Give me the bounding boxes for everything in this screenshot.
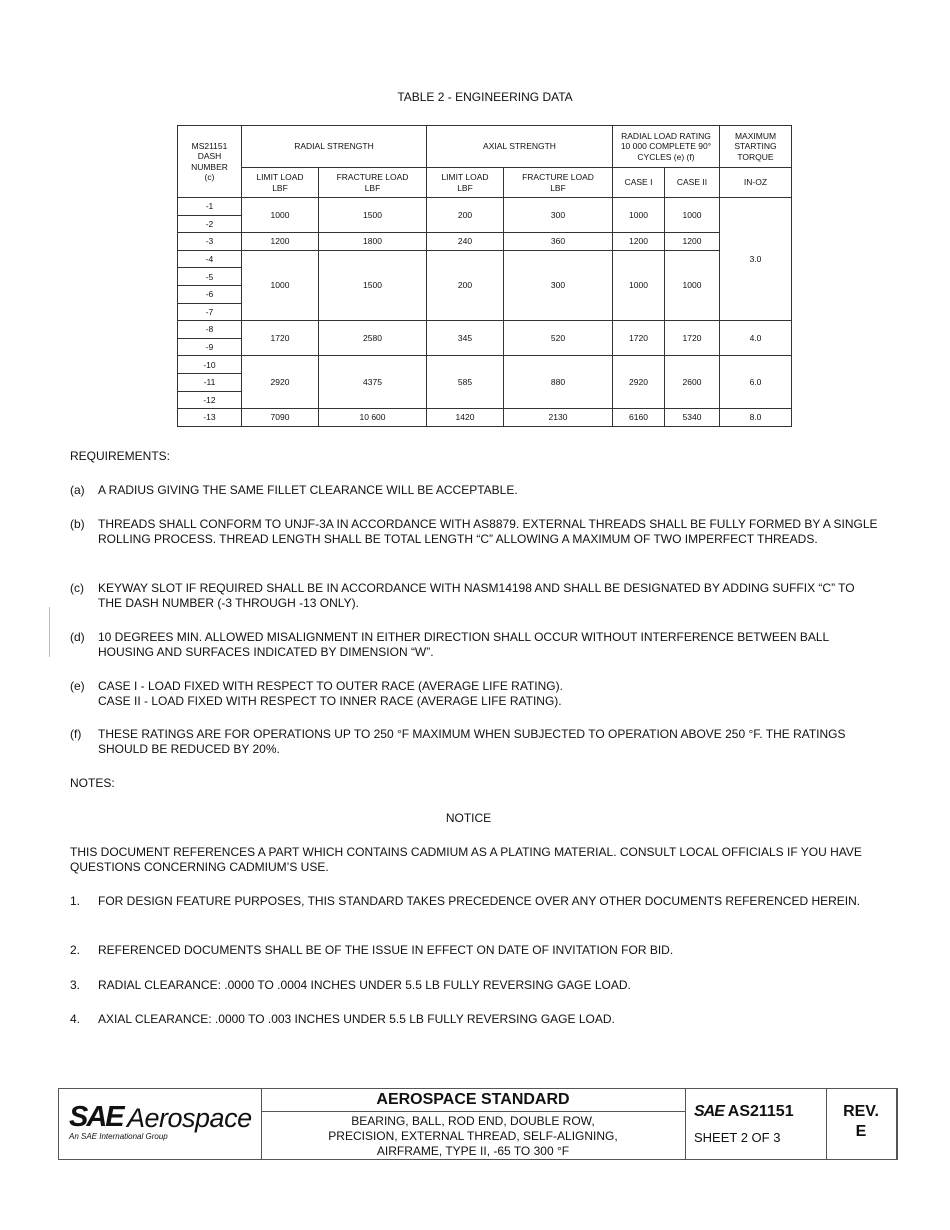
radial-fracture-load: 4375 bbox=[319, 356, 427, 409]
notice-text: THIS DOCUMENT REFERENCES A PART WHICH CONTAINS CADMIUM AS A PLATING MATERIAL. CONSULT LOCAL OFFICIALS IF YOU HAVE QUESTIONS CONCERNING CADMIUM’S USE. bbox=[70, 845, 862, 874]
header-radial-fracture-load: FRACTURE LOAD LBF bbox=[319, 168, 427, 198]
sheet-number: SHEET 2 OF 3 bbox=[694, 1130, 781, 1145]
header-axial-strength: AXIAL STRENGTH bbox=[427, 126, 613, 168]
case-1-rating: 2920 bbox=[613, 356, 665, 409]
revision-cell bbox=[826, 1089, 897, 1159]
dash-number: -2 bbox=[178, 215, 242, 233]
case-1-rating: 1720 bbox=[613, 321, 665, 356]
dash-number: -3 bbox=[178, 233, 242, 251]
radial-limit-load: 2920 bbox=[242, 356, 319, 409]
logo-subtitle: An SAE International Group bbox=[69, 1132, 168, 1141]
requirements-heading: REQUIREMENTS: bbox=[70, 449, 171, 463]
item-label: (e) bbox=[70, 679, 85, 693]
max-starting-torque: 8.0 bbox=[720, 409, 792, 427]
item-text: THESE RATINGS ARE FOR OPERATIONS UP TO 250 °F MAXIMUM WHEN SUBJECTED TO OPERATION ABOVE 250 °F. THE RATINGS SHOULD BE REDUCED BY 20%. bbox=[98, 727, 846, 756]
header-max-starting-torque: MAXIMUM STARTING TORQUE bbox=[720, 126, 792, 168]
dash-number: -1 bbox=[178, 198, 242, 216]
logo-aerospace: Aerospace bbox=[127, 1103, 252, 1133]
axial-limit-load: 200 bbox=[427, 198, 504, 233]
revision-value: E bbox=[855, 1123, 867, 1140]
case-1-rating: 6160 bbox=[613, 409, 665, 427]
case-2-rating: 1000 bbox=[665, 250, 720, 320]
item-text: THREADS SHALL CONFORM TO UNJF-3A IN ACCORDANCE WITH AS8879. EXTERNAL THREADS SHALL BE FULLY FORMED BY A SINGLE ROLLING PROCESS. THREAD LENGTH SHALL BE TOTAL LENGTH “C” ALLOWING A MAXIMUM OF TWO IMPERFECT THREADS. bbox=[98, 517, 878, 546]
radial-limit-load: 1000 bbox=[242, 250, 319, 320]
requirement-a bbox=[70, 483, 880, 498]
note-4 bbox=[70, 1012, 880, 1027]
dash-number: -9 bbox=[178, 338, 242, 356]
item-label: (b) bbox=[70, 517, 85, 531]
axial-limit-load: 1420 bbox=[427, 409, 504, 427]
requirement-e bbox=[70, 679, 880, 709]
axial-limit-load: 200 bbox=[427, 250, 504, 320]
radial-fracture-load: 2580 bbox=[319, 321, 427, 356]
note-1 bbox=[70, 894, 880, 909]
item-text: RADIAL CLEARANCE: .0000 TO .0004 INCHES UNDER 5.5 LB FULLY REVERSING GAGE LOAD. bbox=[98, 978, 631, 992]
requirement-f bbox=[70, 727, 880, 757]
max-starting-torque: 3.0 bbox=[720, 198, 792, 321]
axial-fracture-load: 360 bbox=[504, 233, 613, 251]
engineering-data-table bbox=[177, 125, 792, 427]
title-block bbox=[58, 1088, 898, 1160]
header-case-1: CASE I bbox=[613, 168, 665, 198]
dash-number: -5 bbox=[178, 268, 242, 286]
document-type: AEROSPACE STANDARD bbox=[261, 1089, 685, 1112]
document-title-cell bbox=[261, 1089, 686, 1159]
max-starting-torque: 6.0 bbox=[720, 356, 792, 409]
revision-label: REV. bbox=[843, 1103, 879, 1120]
item-label: 3. bbox=[70, 978, 81, 992]
header-in-oz: IN-OZ bbox=[720, 168, 792, 198]
axial-limit-load: 240 bbox=[427, 233, 504, 251]
requirement-d bbox=[70, 630, 880, 660]
case-2-rating: 5340 bbox=[665, 409, 720, 427]
header-radial-strength: RADIAL STRENGTH bbox=[242, 126, 427, 168]
radial-limit-load: 1720 bbox=[242, 321, 319, 356]
radial-limit-load: 1200 bbox=[242, 233, 319, 251]
radial-fracture-load: 1800 bbox=[319, 233, 427, 251]
change-bar bbox=[49, 607, 50, 657]
max-starting-torque: 4.0 bbox=[720, 321, 792, 356]
item-label: (d) bbox=[70, 630, 85, 644]
axial-fracture-load: 2130 bbox=[504, 409, 613, 427]
case-1-rating: 1000 bbox=[613, 250, 665, 320]
item-label: 4. bbox=[70, 1012, 81, 1026]
header-radial-load-rating: RADIAL LOAD RATING 10 000 COMPLETE 90° CYCLES (e) (f) bbox=[613, 126, 720, 168]
description-line-1: BEARING, BALL, ROD END, DOUBLE ROW, bbox=[351, 1114, 595, 1128]
note-3 bbox=[70, 978, 880, 993]
dash-number: -11 bbox=[178, 373, 242, 391]
case-1-rating: 1200 bbox=[613, 233, 665, 251]
dash-number: -7 bbox=[178, 303, 242, 321]
document-number-cell bbox=[685, 1089, 827, 1159]
item-text: KEYWAY SLOT IF REQUIRED SHALL BE IN ACCORDANCE WITH NASM14198 AND SHALL BE DESIGNATED BY ADDING SUFFIX “C” TO THE DASH NUMBER (-3 THROUGH -13 ONLY). bbox=[98, 581, 855, 610]
document-number: AS21151 bbox=[727, 1103, 794, 1120]
case-1-rating: 1000 bbox=[613, 198, 665, 233]
header-axial-fracture-load: FRACTURE LOAD LBF bbox=[504, 168, 613, 198]
item-label: 2. bbox=[70, 943, 81, 957]
item-text: AXIAL CLEARANCE: .0000 TO .003 INCHES UNDER 5.5 LB FULLY REVERSING GAGE LOAD. bbox=[98, 1012, 615, 1026]
dash-number: -13 bbox=[178, 409, 242, 427]
dash-number: -6 bbox=[178, 285, 242, 303]
header-radial-limit-load: LIMIT LOAD LBF bbox=[242, 168, 319, 198]
item-label: (c) bbox=[70, 581, 84, 595]
dash-number: -12 bbox=[178, 391, 242, 409]
dash-number: -8 bbox=[178, 321, 242, 339]
radial-limit-load: 7090 bbox=[242, 409, 319, 427]
notes-heading: NOTES: bbox=[70, 776, 115, 790]
case-2-rating: 1720 bbox=[665, 321, 720, 356]
description-line-3: AIRFRAME, TYPE II, -65 TO 300 °F bbox=[376, 1144, 570, 1158]
case-2-rating: 1000 bbox=[665, 198, 720, 233]
item-text: FOR DESIGN FEATURE PURPOSES, THIS STANDARD TAKES PRECEDENCE OVER ANY OTHER DOCUMENTS REFERENCED HEREIN. bbox=[98, 894, 861, 908]
item-text: 10 DEGREES MIN. ALLOWED MISALIGNMENT IN EITHER DIRECTION SHALL OCCUR WITHOUT INTERFERENCE BETWEEN BALL HOUSING AND SURFACES INDICATED BY DIMENSION “W”. bbox=[98, 630, 829, 659]
item-label: (f) bbox=[70, 727, 82, 741]
case-2-rating: 1200 bbox=[665, 233, 720, 251]
axial-fracture-load: 520 bbox=[504, 321, 613, 356]
radial-fracture-load: 10 600 bbox=[319, 409, 427, 427]
note-2 bbox=[70, 943, 880, 958]
axial-limit-load: 585 bbox=[427, 356, 504, 409]
item-label: (a) bbox=[70, 483, 85, 497]
header-case-2: CASE II bbox=[665, 168, 720, 198]
axial-fracture-load: 880 bbox=[504, 356, 613, 409]
dash-number: -4 bbox=[178, 250, 242, 268]
dash-number: -10 bbox=[178, 356, 242, 374]
requirement-c bbox=[70, 581, 880, 611]
radial-fracture-load: 1500 bbox=[319, 198, 427, 233]
logo-sae: SAE bbox=[69, 1101, 123, 1133]
item-text-line-1: CASE I - LOAD FIXED WITH RESPECT TO OUTER RACE (AVERAGE LIFE RATING). bbox=[98, 679, 563, 693]
notice-heading: NOTICE bbox=[445, 811, 492, 825]
axial-limit-load: 345 bbox=[427, 321, 504, 356]
item-text-line-2: CASE II - LOAD FIXED WITH RESPECT TO INNER RACE (AVERAGE LIFE RATING). bbox=[98, 694, 562, 708]
table-title: TABLE 2 - ENGINEERING DATA bbox=[397, 90, 573, 104]
header-axial-limit-load: LIMIT LOAD LBF bbox=[427, 168, 504, 198]
header-dash-number: MS21151 DASH NUMBER (c) bbox=[178, 126, 242, 198]
item-text: A RADIUS GIVING THE SAME FILLET CLEARANCE WILL BE ACCEPTABLE. bbox=[98, 483, 518, 497]
radial-limit-load: 1000 bbox=[242, 198, 319, 233]
requirement-b bbox=[70, 517, 880, 547]
axial-fracture-load: 300 bbox=[504, 250, 613, 320]
case-2-rating: 2600 bbox=[665, 356, 720, 409]
axial-fracture-load: 300 bbox=[504, 198, 613, 233]
item-text: REFERENCED DOCUMENTS SHALL BE OF THE ISSUE IN EFFECT ON DATE OF INVITATION FOR BID. bbox=[98, 943, 674, 957]
description-line-2: PRECISION, EXTERNAL THREAD, SELF-ALIGNING, bbox=[328, 1129, 618, 1143]
sae-mark: SAE bbox=[694, 1103, 724, 1120]
sae-aerospace-logo bbox=[59, 1089, 262, 1159]
item-label: 1. bbox=[70, 894, 81, 908]
radial-fracture-load: 1500 bbox=[319, 250, 427, 320]
